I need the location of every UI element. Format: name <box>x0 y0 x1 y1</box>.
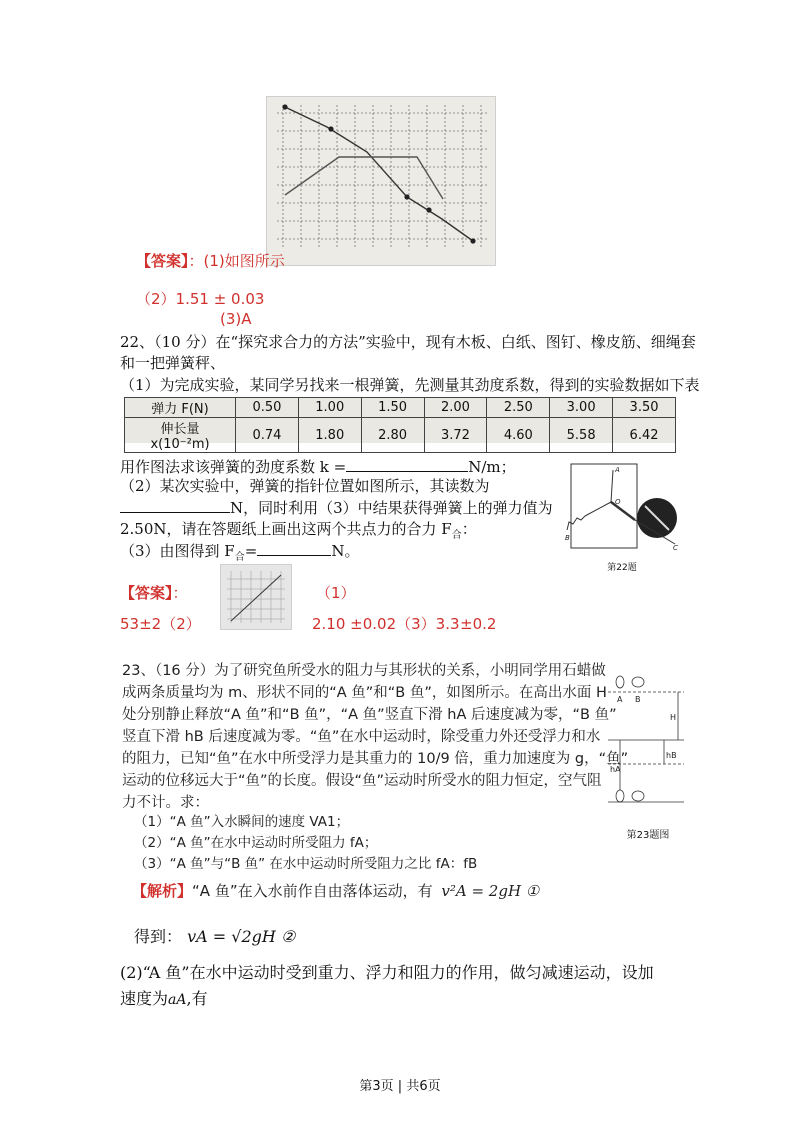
answer-colon: ： <box>172 584 188 602</box>
table-cell: 2.00 <box>424 398 487 418</box>
q22-q2b-line <box>120 497 553 518</box>
table-cell: 1.50 <box>361 398 424 418</box>
q23-line: 处分别静止释放“A 鱼”和“B 鱼”，“A 鱼”竖直下滑 hA 后速度减为零，“B 鱼” <box>122 707 617 723</box>
answer22-part1: （1） <box>316 584 356 602</box>
answer-graph-figure <box>266 96 496 266</box>
q22-q1-unit: N/m； <box>468 458 516 476</box>
q23-sub2: （2）“A 鱼”在水中运动时所受阻力 fA； <box>134 835 378 851</box>
spring-scale-diagram <box>563 460 681 556</box>
q22-figure <box>563 460 681 573</box>
figure-label: A <box>617 695 623 704</box>
q22-line3: （1）为完成实验，某同学另找来一根弹簧，先测量其劲度系数，得到的实验数据如下表 <box>120 376 700 394</box>
q22-q2a: （2）某次实验中，弹簧的指针位置如图所示，其读数为 <box>120 477 490 495</box>
q23-sub1: （1）“A 鱼”入水瞬间的速度 VA1； <box>134 814 350 830</box>
answer22-graph-thumbnail <box>220 564 292 630</box>
table-row-force <box>125 398 676 418</box>
q23-line: 的阻力，已知“鱼”在水中所受浮力是其重力的 10/9 倍，重力加速度为 g，“鱼” <box>122 751 629 767</box>
q23-line: 竖直下滑 hB 后速度减为零。“鱼”在水中运动时，除受重力外还受浮力和水 <box>122 729 601 745</box>
q23-sub3: （3）“A 鱼”与“B 鱼” 在水中运动时所受阻力之比 fA：fB <box>134 856 478 872</box>
solution-text: “A 鱼”在入水前作自由落体运动，有 <box>192 882 433 900</box>
table-cell: 6.42 <box>613 418 676 453</box>
answer-graph-line-trapezoid <box>285 157 443 199</box>
solution-line4 <box>120 986 654 1013</box>
answer22-part3: ±0.2 <box>460 615 497 633</box>
answer22-part2: 2.10 ±0.02（3）3.3 <box>312 615 460 633</box>
q22-q2c-end: ： <box>461 520 477 538</box>
q22-line2: 和一把弹簧秤、 <box>120 354 226 372</box>
figure-caption: 第22题 <box>607 563 637 573</box>
q23-subquestions <box>134 812 477 875</box>
q23-figure <box>608 672 688 842</box>
q22-q3-eq: = <box>244 542 258 560</box>
subscript: 合 <box>234 552 245 563</box>
figure-label: hB <box>666 751 677 760</box>
answer-part2: （2）1.51 ± 0.03 <box>136 290 265 308</box>
answer-label: 【答案】 <box>136 252 189 270</box>
table-cell: 2.50 <box>487 398 550 418</box>
spring-data-table <box>124 397 676 453</box>
answer22-line2: 53±2（2） <box>120 615 201 633</box>
equation-2: vA = √2gH ② <box>187 927 296 946</box>
acceleration-var: aA <box>168 992 187 1008</box>
table-cell: 3.72 <box>424 418 487 453</box>
figure-caption: 第23题图 <box>626 830 670 841</box>
table-cell: 4.60 <box>487 418 550 453</box>
top-answer-line <box>136 251 285 271</box>
q23-line: 23、（16 分）为了研究鱼所受水的阻力与其形状的关系，小明同学用石蜡做 <box>122 663 606 679</box>
figure-label: B <box>635 695 641 704</box>
figure-label: B <box>565 534 570 542</box>
answer-graph <box>267 97 495 265</box>
answer-part1: ：(1)如图所示 <box>188 252 285 270</box>
table-cell: 3.50 <box>613 398 676 418</box>
q22-q1-text: 用作图法求该弹簧的劲度系数 k = <box>120 458 347 476</box>
figure-label: H <box>670 713 677 722</box>
figure-label: O <box>615 498 621 506</box>
q22-q1 <box>120 456 516 477</box>
table-cell: 3.00 <box>550 398 613 418</box>
answer22-label-line <box>120 583 188 603</box>
table-cell: 0.50 <box>236 398 299 418</box>
solution-result <box>134 924 295 947</box>
solution-part2 <box>120 960 654 1013</box>
data-table-scan <box>124 397 676 452</box>
answer-blank <box>120 497 230 513</box>
figure-label: hA <box>610 765 621 774</box>
subscript: 合 <box>451 530 462 541</box>
table-cell: 0.74 <box>236 418 299 453</box>
answer-label: 【答案】 <box>120 584 173 602</box>
q22-line1: 22、（10 分）在“探究求合力的方法”实验中，现有木板、白纸、图钉、橡皮筋、细绳套 <box>120 333 696 351</box>
q22-q3-text: （3）由图得到 F <box>120 542 235 560</box>
q22-q2b-text: N，同时利用（3）中结果获得弹簧上的弹力值为 <box>230 499 553 517</box>
q22-q2c-text: 2.50N，请在答题纸上画出这两个共点力的合力 F <box>120 520 452 538</box>
page-footer: 第3页 | 共6页 <box>359 1079 441 1094</box>
answer-part3: (3)A <box>220 310 252 328</box>
equation-1: v²A = 2gH ① <box>441 882 540 900</box>
answer-blank <box>257 540 331 556</box>
solution-line4-text: 速度为 <box>120 989 169 1008</box>
q22-q3-unit: N。 <box>331 542 360 560</box>
solution-label: 【解析】 <box>132 882 193 900</box>
q23-body <box>122 660 628 814</box>
solution-line4-end: ,有 <box>186 989 208 1008</box>
result-label: 得到： <box>134 927 183 946</box>
solution-line3: (2)“A 鱼”在水中运动时受到重力、浮力和阻力的作用，做匀减速运动，设加 <box>120 963 654 982</box>
figure-label: A <box>615 466 620 474</box>
table-header-extension: 伸长量 x(10⁻²m) <box>125 418 236 453</box>
table-cell: 1.00 <box>298 398 361 418</box>
figure-label: C <box>673 544 678 552</box>
q23-line: 成两条质量均为 m、形状不同的“A 鱼”和“B 鱼”，如图所示。在高出水面 H <box>122 685 607 701</box>
solution-line1 <box>132 880 539 901</box>
table-cell: 5.58 <box>550 418 613 453</box>
table-row-extension <box>125 418 676 453</box>
table-cell: 2.80 <box>361 418 424 453</box>
fish-drop-diagram <box>608 672 688 822</box>
q23-line: 力不计。求： <box>122 795 209 811</box>
q23-line: 运动的位移远大于“鱼”的长度。假设“鱼”运动时所受水的阻力恒定，空气阻 <box>122 773 602 789</box>
table-header-force: 弹力 F(N) <box>125 398 236 418</box>
table-cell: 1.80 <box>298 418 361 453</box>
answer-blank <box>346 456 468 472</box>
